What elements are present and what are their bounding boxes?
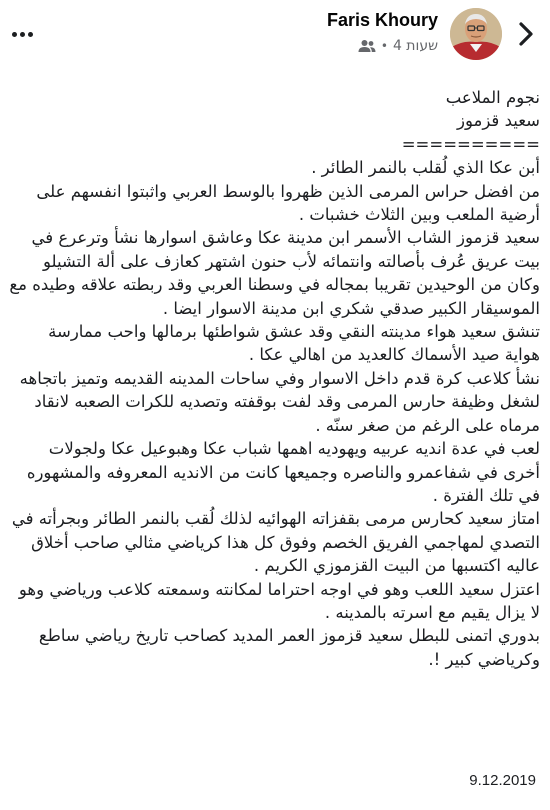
post-time[interactable]: 4 שעות	[392, 38, 438, 54]
post-paragraph: من افضل حراس المرمى الذين ظهروا بالوسط العربي واثبتوا انفسهم على أرضية الملعب وبين الثلاث خشبات .	[36, 181, 540, 225]
post-line: ==========	[401, 134, 540, 154]
post-paragraph: بدوري اتمنى للبطل سعيد قزموز العمر المديد كصاحب تاريخ رياضي ساطع وكرياضي كبير !.	[38, 626, 540, 669]
post-line: سعيد قزموز	[457, 111, 540, 131]
post-paragraph: لعب في عدة انديه عربيه ويهوديه اهمها شباب عكا وهبوعيل عكا ولجولات أخرى في شفاعمرو والناصره وجميعها كانت من الانديه المعروفه والمشهوره في تلك الفترة .	[26, 439, 540, 505]
post-paragraph: اعتزل سعيد اللعب وهو في اوجه احتراما لمكانته وسمعته كلاعب ورياضي وهو لا يزال يقيم مع اسرته بالمدينه .	[18, 579, 540, 622]
post-header	[0, 0, 550, 78]
author-name[interactable]: Faris Khoury	[326, 10, 438, 30]
post-paragraph: امتاز سعيد كحارس مرمى بقفزاته الهوائيه لذلك لُقب بالنمر الطائر وبجرأته في التصدي لمهاجمي الفريق الخصم وفوق كل هذا كرياضي مثالي صاحب أخلاق عاليه اكتسبها من البيت القزموزي الكريم .	[11, 509, 540, 576]
back-button[interactable]	[510, 16, 542, 52]
post-paragraph: سعيد قزموز الشاب الأسمر ابن مدينة عكا وعاشق اسوارها نشأ وترعرع في بيت عريق عُرف بأصالته وانتمائه لأب حنون اشتهر كعازف على ألة التشيلو وكان من الوحيدين تقريبا بمجاله في وسطنا العربي وقد ربطته علاقه وطيده مع الموسيقار الكبير صدقي شكري ابن مدينة الاسوار ايضا .	[9, 228, 540, 318]
more-horizontal-icon	[12, 32, 17, 37]
post-line: نجوم الملاعب	[445, 88, 540, 107]
post-paragraph: أبن عكا الذي لُقلب بالنمر الطائر .	[311, 158, 540, 178]
more-options-button[interactable]	[8, 24, 36, 44]
post-body	[8, 86, 540, 671]
chevron-right-icon	[518, 21, 534, 47]
post-meta	[358, 38, 438, 54]
post-date: 9.12.2019	[469, 772, 536, 789]
post-paragraph: تنشق سعيد هواء مدينته النقي وقد عشق شواطئها برمالها واحب ممارسة هواية صيد الأسماك كالعديد من اهالي عكا .	[48, 322, 540, 365]
friends-icon	[358, 39, 376, 53]
profile-photo	[450, 8, 502, 60]
separator-dot: •	[380, 39, 388, 53]
post-paragraph: نشأ كلاعب كرة قدم داخل الاسوار وفي ساحات المدينه القديمه وتميز باتجاهه لشغل وظيفة حارس المرمى وقد لفت بوقفته وتصديه للكرات الصعبه لانقاد مرماه على الرغم من صغر سنّه .	[19, 368, 540, 435]
avatar[interactable]	[450, 8, 502, 60]
